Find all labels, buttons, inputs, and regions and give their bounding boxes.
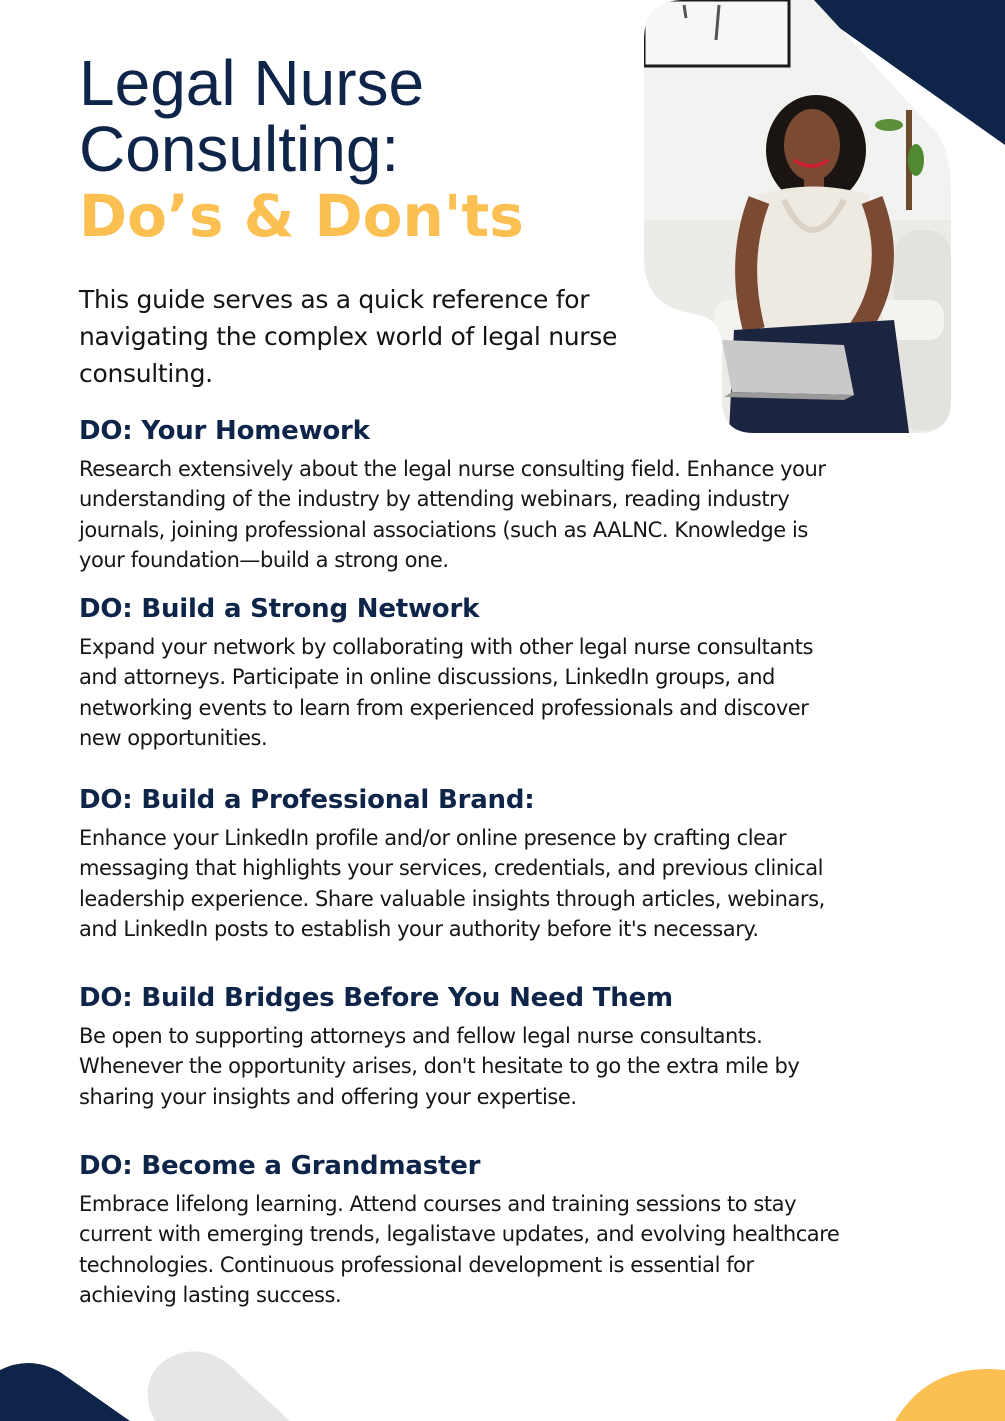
section-heading: DO: Become a Grandmaster: [79, 1151, 481, 1181]
consultant-photo: [644, 0, 951, 433]
section-grandmaster: [79, 1149, 849, 1310]
page-title: [79, 47, 639, 250]
section-body: Research extensively about the legal nurse consulting field. Enhance your understanding of the industry by attending webinars, reading industry journals, joining professional associations (such as AALNC. Knowledge is your foundation—build a strong one.: [79, 457, 826, 572]
bottom-right-gold-shape: [895, 1362, 1005, 1421]
title-line-1: Legal Nurse: [79, 47, 425, 119]
section-network: [79, 592, 849, 753]
bottom-gray-pill-shape: [140, 1350, 310, 1421]
section-heading: DO: Build a Strong Network: [79, 594, 480, 624]
section-heading: DO: Build Bridges Before You Need Them: [79, 983, 673, 1013]
section-body: Embrace lifelong learning. Attend courses and training sessions to stay current with emerging trends, legalistave updates, and evolving healthcare technologies. Continuous professional development is essential for achieving lasting success.: [79, 1192, 840, 1307]
section-brand: [79, 783, 849, 944]
title-line-2: Consulting:: [79, 113, 400, 185]
section-heading: DO: Build a Professional Brand:: [79, 785, 535, 815]
section-body: Expand your network by collaborating with other legal nurse consultants and attorneys. Participate in online discussions, LinkedIn groups, and networking events to learn from experienced professionals and discover new opportunities.: [79, 635, 814, 750]
bottom-left-navy-shape: [0, 1360, 130, 1421]
title-accent: Do’s & Don'ts: [79, 182, 524, 250]
section-heading: DO: Your Homework: [79, 416, 370, 446]
section-bridges: [79, 981, 849, 1112]
section-body: Be open to supporting attorneys and fellow legal nurse consultants. Whenever the opportunity arises, don't hesitate to go the extra mile by sharing your insights and offering your expertise.: [79, 1024, 800, 1109]
intro-paragraph: This guide serves as a quick reference for navigating the complex world of legal nurse consulting.: [79, 285, 618, 388]
section-homework: [79, 414, 849, 575]
section-body: Enhance your LinkedIn profile and/or online presence by crafting clear messaging that highlights your services, credentials, and previous clinical leadership experience. Share valuable insights through articles, webinars, and LinkedIn posts to establish your authority before it's necessary.: [79, 826, 825, 941]
